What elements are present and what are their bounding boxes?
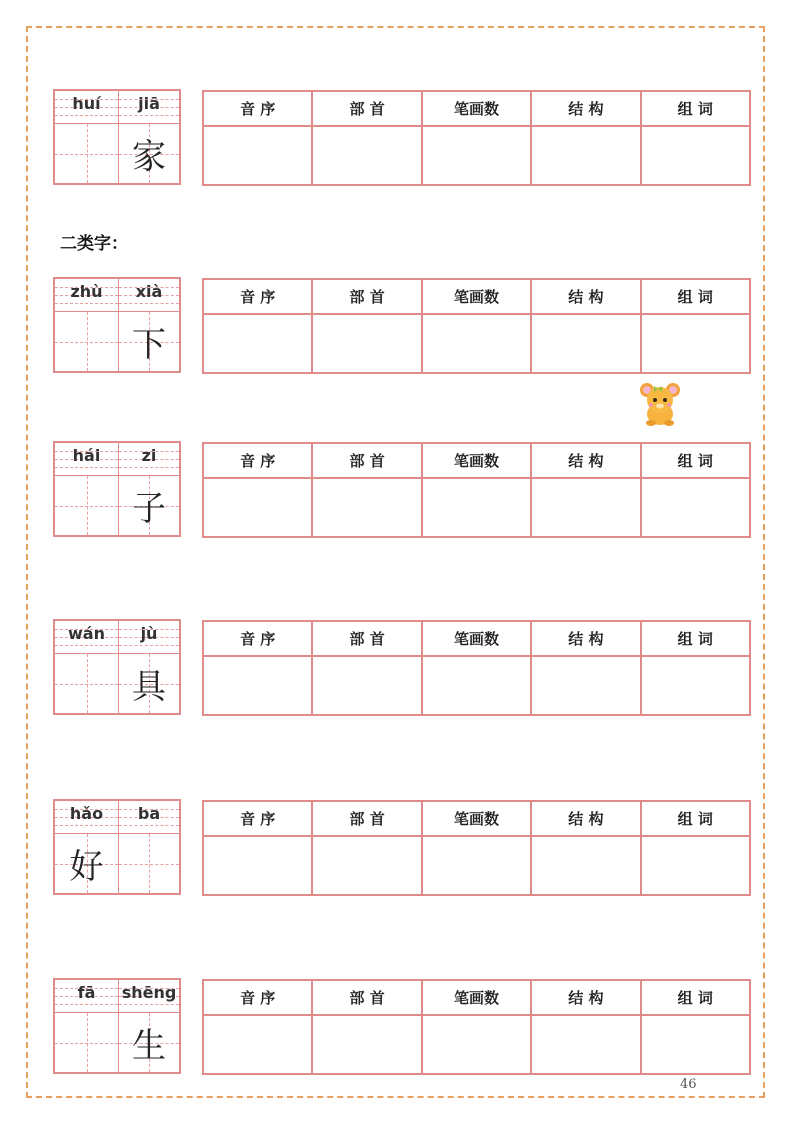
pinyin-text: wán [68,624,105,643]
header-yinxu: 音 序 [203,621,312,656]
character-cell [55,801,119,893]
pinyin-box [119,91,179,124]
answer-cell-jiegou[interactable] [531,1015,640,1074]
hanzi-text [55,124,118,183]
header-yinxu: 音 序 [203,980,312,1015]
hanzi-box [55,1013,118,1072]
answer-cell-bihuashu[interactable] [422,314,531,373]
answer-cell-jiegou[interactable] [531,656,640,715]
hanzi-text [55,654,118,713]
info-table [202,90,751,186]
character-cell [55,621,119,713]
header-zuci: 组 词 [641,443,750,478]
character-grid [53,619,181,715]
hanzi-box [55,312,118,371]
answer-cell-bushou[interactable] [312,478,421,537]
header-jiegou: 结 构 [531,980,640,1015]
pinyin-text: fā [77,983,96,1002]
pinyin-text: hái [72,446,101,465]
pinyin-box [55,980,118,1013]
answer-cell-zuci[interactable] [641,478,750,537]
character-cell [119,980,179,1072]
pinyin-box [119,980,179,1013]
hanzi-box [119,476,179,535]
hanzi-box [119,834,179,893]
pinyin-box [119,443,179,476]
character-cell [55,279,119,371]
answer-cell-yinxu[interactable] [203,656,312,715]
character-cell [119,91,179,183]
hanzi-text: 具 [132,667,166,707]
header-zuci: 组 词 [641,621,750,656]
hanzi-box [55,476,118,535]
header-yinxu: 音 序 [203,91,312,126]
pinyin-box [55,91,118,124]
header-bihuashu: 笔画数 [422,279,531,314]
header-bihuashu: 笔画数 [422,801,531,836]
answer-cell-bushou[interactable] [312,314,421,373]
info-table [202,800,751,896]
header-bihuashu: 笔画数 [422,443,531,478]
hanzi-text [119,834,179,893]
answer-cell-bihuashu[interactable] [422,836,531,895]
pinyin-text: huí [72,94,101,113]
answer-cell-yinxu[interactable] [203,478,312,537]
pinyin-box [55,621,118,654]
info-table [202,620,751,716]
info-table [202,278,751,374]
answer-cell-bihuashu[interactable] [422,478,531,537]
character-cell [55,443,119,535]
bear-icon [636,380,684,426]
character-grid [53,89,181,185]
hanzi-text: 子 [132,489,166,529]
header-jiegou: 结 构 [531,621,640,656]
character-cell [119,279,179,371]
answer-cell-jiegou[interactable] [531,126,640,185]
character-grid [53,799,181,895]
hanzi-text [55,476,118,535]
pinyin-box [55,443,118,476]
header-bushou: 部 首 [312,279,421,314]
header-bushou: 部 首 [312,443,421,478]
hanzi-box [119,124,179,183]
character-cell [119,801,179,893]
section-label: 二类字： [60,234,128,254]
header-bushou: 部 首 [312,801,421,836]
header-jiegou: 结 构 [531,279,640,314]
hanzi-box [55,834,118,893]
pinyin-text: jù [140,624,158,643]
pinyin-text: hǎo [69,804,104,823]
header-yinxu: 音 序 [203,443,312,478]
character-grid [53,978,181,1074]
header-zuci: 组 词 [641,279,750,314]
pinyin-text: jiā [138,94,160,113]
hanzi-box [119,654,179,713]
answer-cell-bihuashu[interactable] [422,656,531,715]
hanzi-text: 好 [69,847,104,887]
header-bihuashu: 笔画数 [422,980,531,1015]
header-jiegou: 结 构 [531,91,640,126]
answer-cell-zuci[interactable] [641,126,750,185]
header-zuci: 组 词 [641,91,750,126]
pinyin-text: zi [141,446,157,465]
answer-cell-bushou[interactable] [312,836,421,895]
pinyin-text: ba [137,804,161,823]
header-yinxu: 音 序 [203,801,312,836]
answer-cell-bihuashu[interactable] [422,126,531,185]
answer-cell-bushou[interactable] [312,1015,421,1074]
hanzi-text: 家 [132,137,166,177]
info-table [202,979,751,1075]
answer-cell-yinxu[interactable] [203,1015,312,1074]
hanzi-text [55,1013,118,1072]
answer-cell-yinxu[interactable] [203,314,312,373]
character-grid [53,441,181,537]
header-bihuashu: 笔画数 [422,91,531,126]
header-jiegou: 结 构 [531,443,640,478]
pinyin-box [55,279,118,312]
header-bushou: 部 首 [312,91,421,126]
hanzi-box [55,654,118,713]
info-table [202,442,751,538]
hanzi-text [55,312,118,371]
answer-cell-yinxu[interactable] [203,836,312,895]
answer-cell-zuci[interactable] [641,656,750,715]
hanzi-box [119,312,179,371]
page-number: 46 [680,1077,697,1092]
character-cell [119,443,179,535]
hanzi-box [119,1013,179,1072]
pinyin-box [55,801,118,834]
answer-cell-jiegou[interactable] [531,314,640,373]
hanzi-text: 生 [132,1026,166,1066]
header-bushou: 部 首 [312,621,421,656]
header-yinxu: 音 序 [203,279,312,314]
answer-cell-zuci[interactable] [641,1015,750,1074]
answer-cell-bushou[interactable] [312,126,421,185]
character-cell [119,621,179,713]
pinyin-box [119,801,179,834]
pinyin-box [119,279,179,312]
answer-cell-bushou[interactable] [312,656,421,715]
header-jiegou: 结 构 [531,801,640,836]
pinyin-text: zhù [70,282,103,301]
character-cell [55,91,119,183]
answer-cell-bihuashu[interactable] [422,1015,531,1074]
header-zuci: 组 词 [641,801,750,836]
hanzi-text: 下 [132,325,166,365]
character-cell [55,980,119,1072]
pinyin-box [119,621,179,654]
answer-cell-zuci[interactable] [641,836,750,895]
answer-cell-zuci[interactable] [641,314,750,373]
pinyin-text: xià [135,282,163,301]
answer-cell-yinxu[interactable] [203,126,312,185]
header-zuci: 组 词 [641,980,750,1015]
hanzi-box [55,124,118,183]
answer-cell-jiegou[interactable] [531,478,640,537]
header-bushou: 部 首 [312,980,421,1015]
character-grid [53,277,181,373]
pinyin-text: shēng [121,983,177,1002]
header-bihuashu: 笔画数 [422,621,531,656]
answer-cell-jiegou[interactable] [531,836,640,895]
page-border [26,26,765,1098]
